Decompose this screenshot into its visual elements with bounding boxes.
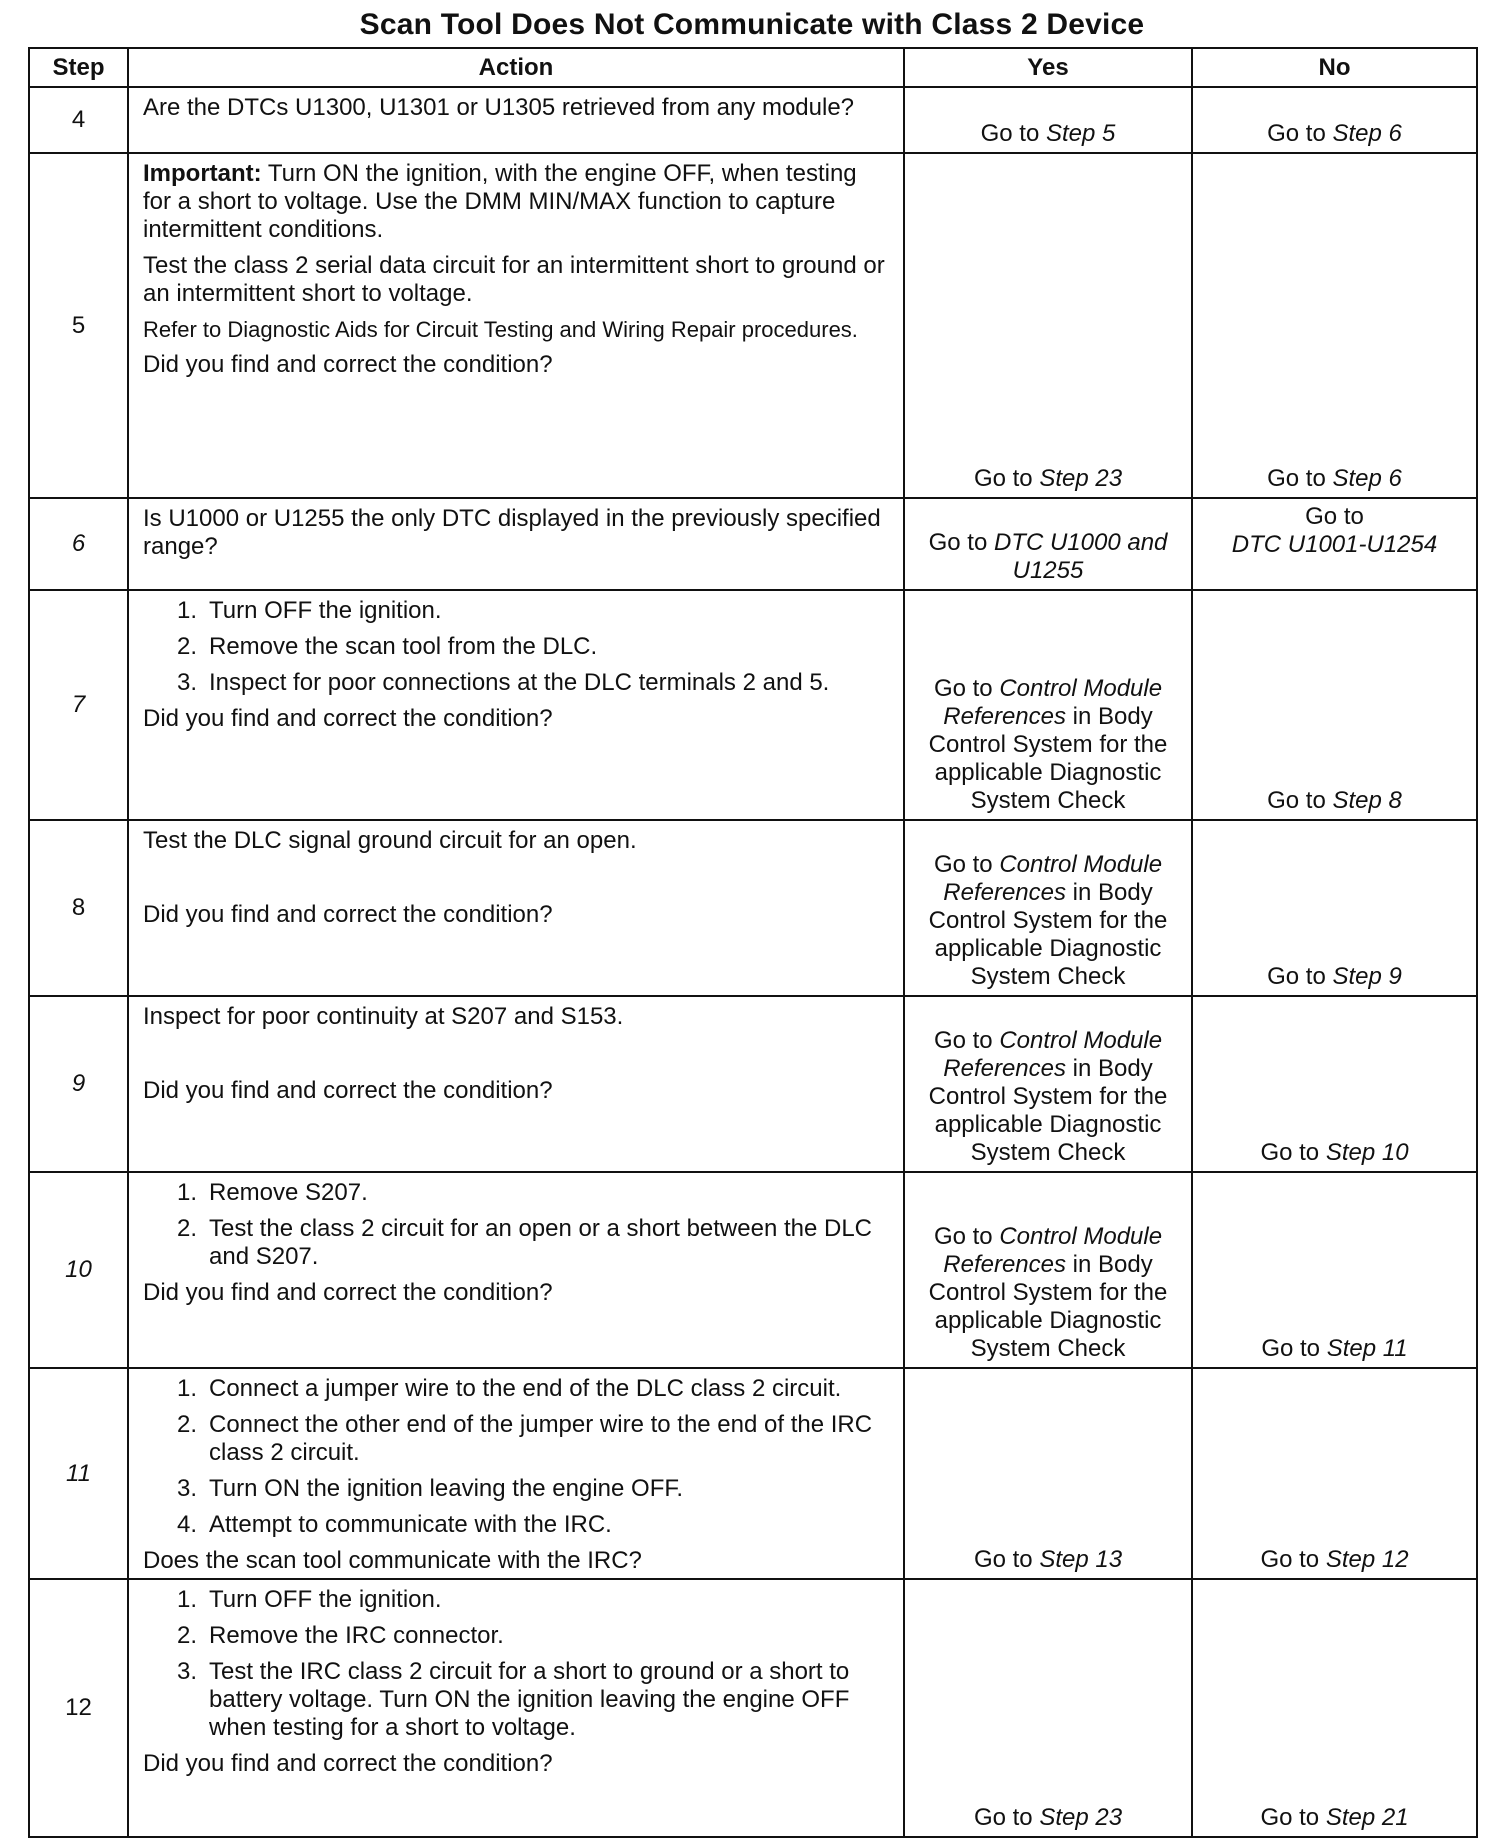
procedure-list bbox=[143, 1179, 889, 1279]
step-number: 8 bbox=[29, 820, 128, 996]
yes-link[interactable]: Step 5 bbox=[1045, 120, 1116, 147]
yes-suffix: in Body Control System for the applicable Diagnostic System Check bbox=[928, 1251, 1168, 1362]
yes-prefix: Go to bbox=[973, 1546, 1040, 1573]
no-link[interactable]: Step 12 bbox=[1325, 1546, 1409, 1573]
no-prefix: Go to bbox=[1261, 1335, 1327, 1362]
action-text: Test the class 2 serial data circuit for an intermittent short to ground or an intermittent short to voltage. bbox=[143, 252, 885, 307]
action-question: Did you find and correct the condition? bbox=[143, 901, 553, 928]
step-number: 4 bbox=[29, 87, 128, 153]
action-text: Is U1000 or U1255 the only DTC displayed in the previously specified range? bbox=[143, 505, 881, 560]
header-yes: Yes bbox=[904, 48, 1192, 87]
no-cell bbox=[1192, 1172, 1477, 1368]
no-cell bbox=[1192, 1368, 1477, 1579]
header-no: No bbox=[1192, 48, 1477, 87]
action-question: Did you find and correct the condition? bbox=[143, 1077, 553, 1104]
no-link[interactable]: DTC U1001-U1254 bbox=[1231, 531, 1438, 558]
table-row-step-10 bbox=[29, 1172, 1477, 1368]
list-item: 4. Attempt to communicate with the IRC. bbox=[177, 1511, 612, 1538]
step-number: 10 bbox=[29, 1172, 128, 1368]
no-cell bbox=[1192, 1579, 1477, 1837]
action-question: Did you find and correct the condition? bbox=[143, 1279, 553, 1306]
yes-cell bbox=[904, 498, 1192, 590]
no-prefix: Go to bbox=[1260, 1804, 1326, 1831]
list-item: 2. Connect the other end of the jumper wire to the end of the IRC class 2 circuit. bbox=[177, 1411, 873, 1466]
list-item: 2. Remove the IRC connector. bbox=[177, 1622, 504, 1649]
yes-cell bbox=[904, 590, 1192, 820]
yes-link[interactable]: Control Module References bbox=[943, 1223, 1163, 1278]
table-row-step-4 bbox=[29, 87, 1477, 153]
action-question: Did you find and correct the condition? bbox=[143, 351, 553, 378]
diagnostic-table bbox=[28, 47, 1478, 1838]
yes-link[interactable]: Step 23 bbox=[1039, 465, 1123, 492]
table-row-step-11 bbox=[29, 1368, 1477, 1579]
yes-cell bbox=[904, 1368, 1192, 1579]
yes-link[interactable]: Step 13 bbox=[1039, 1546, 1123, 1573]
header-action: Action bbox=[128, 48, 904, 87]
important-text: Turn ON the ignition, with the engine OFF, when testing for a short to voltage. Use the DMM MIN/MAX function to capture intermittent conditions. bbox=[143, 160, 857, 243]
action-cell bbox=[128, 1368, 904, 1579]
list-item: 1. Turn OFF the ignition. bbox=[177, 597, 442, 624]
list-item: 1. Remove S207. bbox=[177, 1179, 368, 1206]
no-prefix: Go to bbox=[1260, 1546, 1326, 1573]
table-row-step-7 bbox=[29, 590, 1477, 820]
yes-link[interactable]: Control Module References bbox=[943, 675, 1163, 730]
no-link[interactable]: Step 6 bbox=[1332, 465, 1402, 492]
no-prefix: Go to bbox=[1267, 120, 1333, 147]
step-number: 12 bbox=[29, 1579, 128, 1837]
yes-suffix: in Body Control System for the applicable Diagnostic System Check bbox=[928, 879, 1168, 990]
action-text: Inspect for poor continuity at S207 and S153. bbox=[143, 1003, 624, 1030]
action-question: Does the scan tool communicate with the IRC? bbox=[143, 1547, 642, 1574]
table-row-step-5 bbox=[29, 153, 1477, 498]
yes-suffix: in Body Control System for the applicable Diagnostic System Check bbox=[928, 1055, 1168, 1166]
list-item: 1. Turn OFF the ignition. bbox=[177, 1586, 442, 1613]
action-cell bbox=[128, 996, 904, 1172]
action-cell bbox=[128, 153, 904, 498]
no-link[interactable]: Step 9 bbox=[1332, 963, 1402, 990]
action-cell bbox=[128, 590, 904, 820]
table-row-step-6 bbox=[29, 498, 1477, 590]
yes-suffix: in Body Control System for the applicable Diagnostic System Check bbox=[928, 703, 1168, 814]
action-text: Test the DLC signal ground circuit for an open. bbox=[143, 827, 637, 854]
step-number: 6 bbox=[29, 498, 128, 590]
procedure-list bbox=[143, 1586, 889, 1750]
no-cell bbox=[1192, 153, 1477, 498]
no-link[interactable]: Step 10 bbox=[1325, 1139, 1409, 1166]
step-number: 9 bbox=[29, 996, 128, 1172]
table-row-step-8 bbox=[29, 820, 1477, 996]
action-question: Did you find and correct the condition? bbox=[143, 1750, 553, 1777]
yes-link[interactable]: Step 23 bbox=[1039, 1804, 1123, 1831]
list-item: 2. Remove the scan tool from the DLC. bbox=[177, 633, 598, 660]
list-item: 2. Test the class 2 circuit for an open or a short between the DLC and S207. bbox=[177, 1215, 873, 1270]
yes-cell bbox=[904, 996, 1192, 1172]
no-prefix: Go to bbox=[1267, 963, 1333, 990]
no-cell bbox=[1192, 820, 1477, 996]
yes-cell bbox=[904, 1172, 1192, 1368]
action-cell bbox=[128, 1579, 904, 1837]
action-question: Did you find and correct the condition? bbox=[143, 705, 553, 732]
no-prefix: Go to bbox=[1305, 503, 1364, 530]
action-cell bbox=[128, 820, 904, 996]
no-prefix: Go to bbox=[1267, 465, 1333, 492]
yes-link[interactable]: DTC U1000 and U1255 bbox=[993, 529, 1168, 584]
yes-cell bbox=[904, 153, 1192, 498]
yes-cell bbox=[904, 820, 1192, 996]
important-note bbox=[143, 160, 889, 244]
no-cell bbox=[1192, 996, 1477, 1172]
table-row-step-9 bbox=[29, 996, 1477, 1172]
action-cell bbox=[128, 1172, 904, 1368]
yes-prefix: Go to bbox=[973, 1804, 1040, 1831]
no-prefix: Go to bbox=[1260, 1139, 1326, 1166]
step-number: 7 bbox=[29, 590, 128, 820]
no-link[interactable]: Step 6 bbox=[1332, 120, 1402, 147]
no-link[interactable]: Step 8 bbox=[1332, 787, 1402, 814]
yes-link[interactable]: Control Module References bbox=[943, 851, 1163, 906]
action-text: Refer to Diagnostic Aids for Circuit Testing and Wiring Repair procedures. bbox=[143, 317, 858, 342]
important-label: Important: bbox=[143, 160, 262, 187]
action-text: Are the DTCs U1300, U1301 or U1305 retrieved from any module? bbox=[143, 94, 855, 121]
yes-prefix: Go to bbox=[933, 1223, 1000, 1250]
list-item: 3. Inspect for poor connections at the DLC terminals 2 and 5. bbox=[177, 669, 830, 696]
yes-link[interactable]: Control Module References bbox=[943, 1027, 1163, 1082]
yes-prefix: Go to bbox=[933, 1027, 1000, 1054]
header-step: Step bbox=[29, 48, 128, 87]
yes-prefix: Go to bbox=[928, 529, 994, 556]
yes-prefix: Go to bbox=[973, 465, 1040, 492]
step-number: 5 bbox=[29, 153, 128, 498]
yes-prefix: Go to bbox=[933, 675, 1000, 702]
header-row bbox=[29, 48, 1477, 87]
no-prefix: Go to bbox=[1267, 787, 1333, 814]
page-title: Scan Tool Does Not Communicate with Class 2 Device bbox=[359, 8, 1145, 41]
yes-cell bbox=[904, 1579, 1192, 1837]
no-cell bbox=[1192, 590, 1477, 820]
procedure-list bbox=[143, 1375, 889, 1547]
action-cell bbox=[128, 87, 904, 153]
action-cell bbox=[128, 498, 904, 590]
procedure-list bbox=[143, 597, 889, 705]
no-cell bbox=[1192, 87, 1477, 153]
step-number: 11 bbox=[29, 1368, 128, 1579]
no-link[interactable]: Step 11 bbox=[1326, 1335, 1408, 1362]
list-item: 3. Turn ON the ignition leaving the engine OFF. bbox=[177, 1475, 684, 1502]
no-link[interactable]: Step 21 bbox=[1325, 1804, 1409, 1831]
yes-prefix: Go to bbox=[933, 851, 1000, 878]
yes-cell bbox=[904, 87, 1192, 153]
no-cell bbox=[1192, 498, 1477, 590]
list-item: 3. Test the IRC class 2 circuit for a short to ground or a short to battery voltage. Turn ON the ignition leaving the engine OFF when testing for a short to voltage. bbox=[177, 1658, 850, 1741]
list-item: 1. Connect a jumper wire to the end of the DLC class 2 circuit. bbox=[177, 1375, 842, 1402]
table-row-step-12 bbox=[29, 1579, 1477, 1837]
yes-prefix: Go to bbox=[980, 120, 1046, 147]
